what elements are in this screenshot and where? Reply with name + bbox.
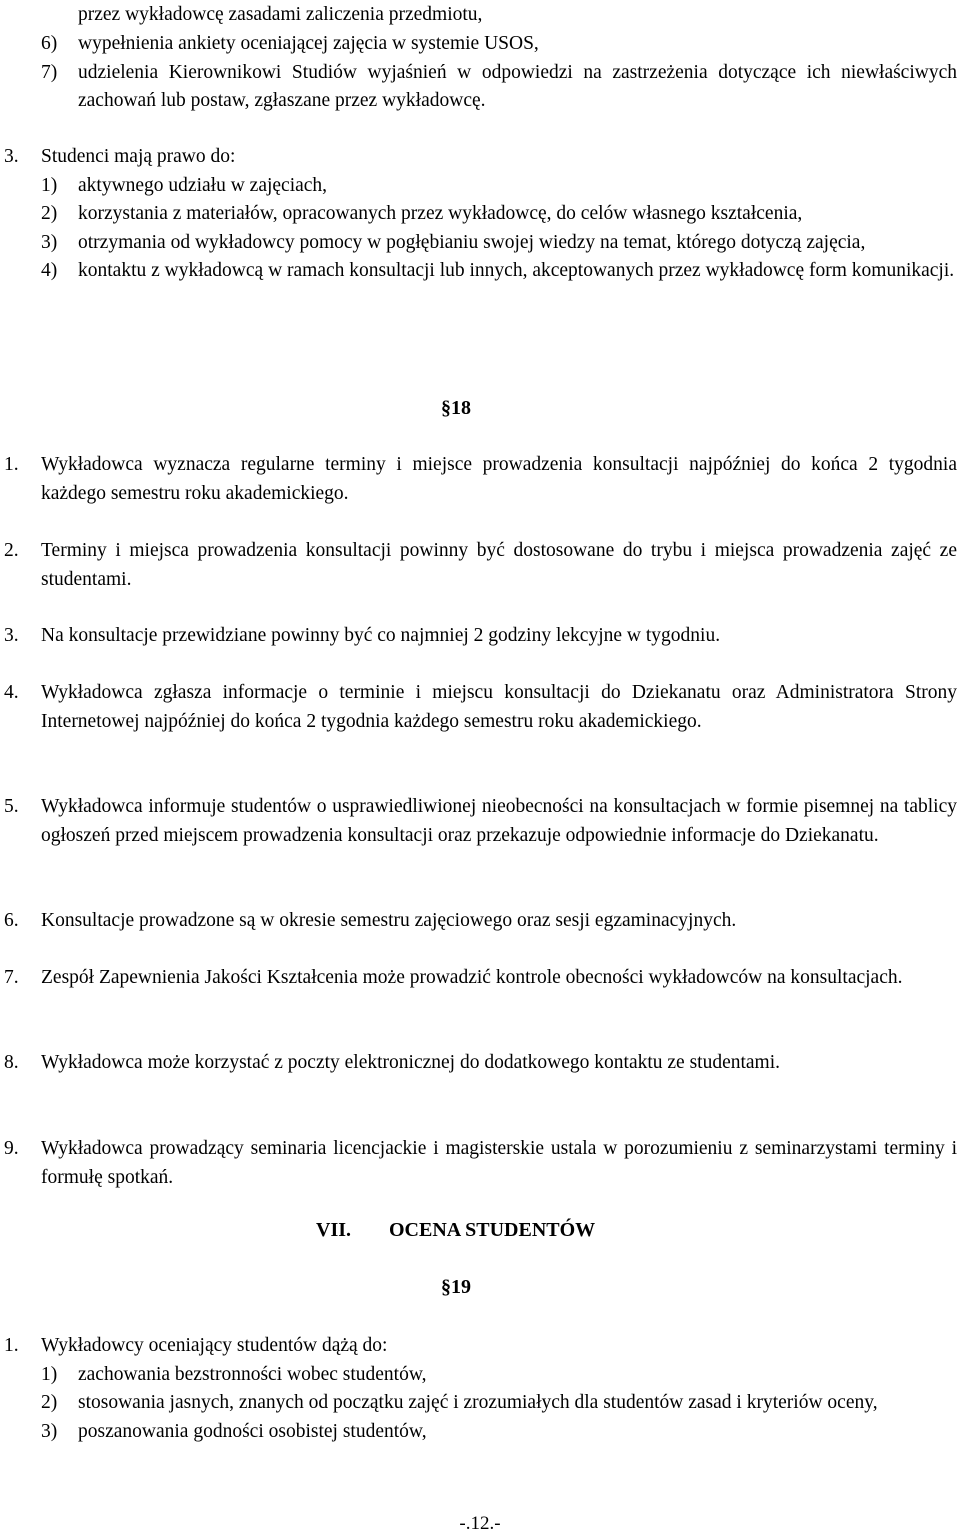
list-item: 4) kontaktu z wykładowcą w ramach konsultacji lub innych, akceptowanych przez wykładowcę form komunikacji.: [41, 260, 955, 281]
point-lead: Wykładowcy oceniający studentów dążą do:: [41, 1335, 388, 1356]
list-item: 7) udzielenia Kierownikowi Studiów wyjaśnień w odpowiedzi na zastrzeżenia dotyczące ich niewłaściwych zachowań lub postaw, zgłaszane przez wykładowcę.: [41, 61, 957, 111]
chapter-number: VII.: [316, 1219, 352, 1241]
top-list: [41, 30, 957, 116]
point-lead: Studenci mają prawo do:: [41, 146, 236, 167]
s18-point-5: 5. Wykładowca informuje studentów o usprawiedliwionej nieobecności na konsultacjach w formie pisemnej na tablicy ogłoszeń przed miejscem prowadzenia konsultacji oraz przekazuje odpowiednie informacje do Dziekanatu.: [4, 796, 957, 846]
s18-point-2: 2. Terminy i miejsca prowadzenia konsultacji powinny być dostosowane do trybu i miejsca prowadzenia zajęć ze studentami.: [4, 540, 957, 590]
list-item: 3) otrzymania od wykładowcy pomocy w pogłębianiu swojej wiedzy na temat, którego dotyczą zajęcia,: [41, 231, 866, 253]
s18-point-3: 3. Na konsultacje przewidziane powinny być co najmniej 2 godziny lekcyjne w tygodniu.: [4, 625, 721, 646]
list-item: 6) wypełnienia ankiety oceniającej zajęcia w systemie USOS,: [41, 33, 539, 54]
section-heading-19: §19: [441, 1276, 471, 1298]
continuation-text: przez wykładowcę zasadami zaliczenia przedmiotu,: [78, 4, 483, 25]
s19-point-1: 1. Wykładowcy oceniający studentów dążą do: 1) zachowania bezstronności wobec studentów, 2) stosowania jasnych, znanych od początku zajęć i zrozumiałych dla studentów zasad i kryteriów oceny, 3) poszanowania godności osobistej studentów,: [4, 1332, 957, 1446]
list-item: 3) poszanowania godności osobistej studentów,: [41, 1420, 427, 1442]
chapter-title: OCENA STUDENTÓW: [389, 1219, 596, 1241]
list-item: 1) zachowania bezstronności wobec studentów,: [41, 1363, 427, 1385]
s18-point-8: 8. Wykładowca może korzystać z poczty elektronicznej do dodatkowego kontaktu ze studentami.: [4, 1052, 781, 1073]
list-item: 2) korzystania z materiałów, opracowanych przez wykładowcę, do celów własnego kształcenia,: [41, 203, 803, 224]
page-number: -.12.-: [459, 1513, 501, 1534]
section-heading-18: §18: [441, 397, 471, 419]
s18-point-1: 1. Wykładowca wyznacza regularne terminy i miejsce prowadzenia konsultacji najpóźniej do końca 2 tygodnia każdego semestru roku akademickiego.: [4, 454, 957, 504]
list-item: 2) stosowania jasnych, znanych od początku zajęć i zrozumiałych dla studentów zasad i kryteriów oceny,: [41, 1392, 878, 1413]
list-item: 1) aktywnego udziału w zajęciach,: [41, 174, 328, 196]
s18-point-4: 4. Wykładowca zgłasza informacje o terminie i miejscu konsultacji do Dziekanatu oraz Administratora Strony Internetowej najpóźniej do końca 2 tygodnia każdego semestru roku akademickiego.: [4, 682, 957, 732]
point-3: 3. Studenci mają prawo do: 1) aktywnego udziału w zajęciach, 2) korzystania z materiałów, opracowanych przez wykładowcę, do celów własnego kształcenia, 3) otrzymania od wykładowcy pomocy w pogłębianiu swojej wiedzy na temat, którego dotyczą zajęcia, 4) kontaktu z wykładowcą w ramach konsultacji lub innych, akceptowanych przez wykładowcę form komunikacji.: [4, 143, 957, 286]
s18-point-7: 7. Zespół Zapewnienia Jakości Kształcenia może prowadzić kontrole obecności wykładowców na konsultacjach.: [4, 967, 903, 988]
s18-point-6: 6. Konsultacje prowadzone są w okresie semestru zajęciowego oraz sesji egzaminacyjnych.: [4, 910, 737, 931]
s18-point-9: 9. Wykładowca prowadzący seminaria licencjackie i magisterskie ustala w porozumieniu z seminarzystami terminy i formułę spotkań.: [4, 1138, 957, 1188]
